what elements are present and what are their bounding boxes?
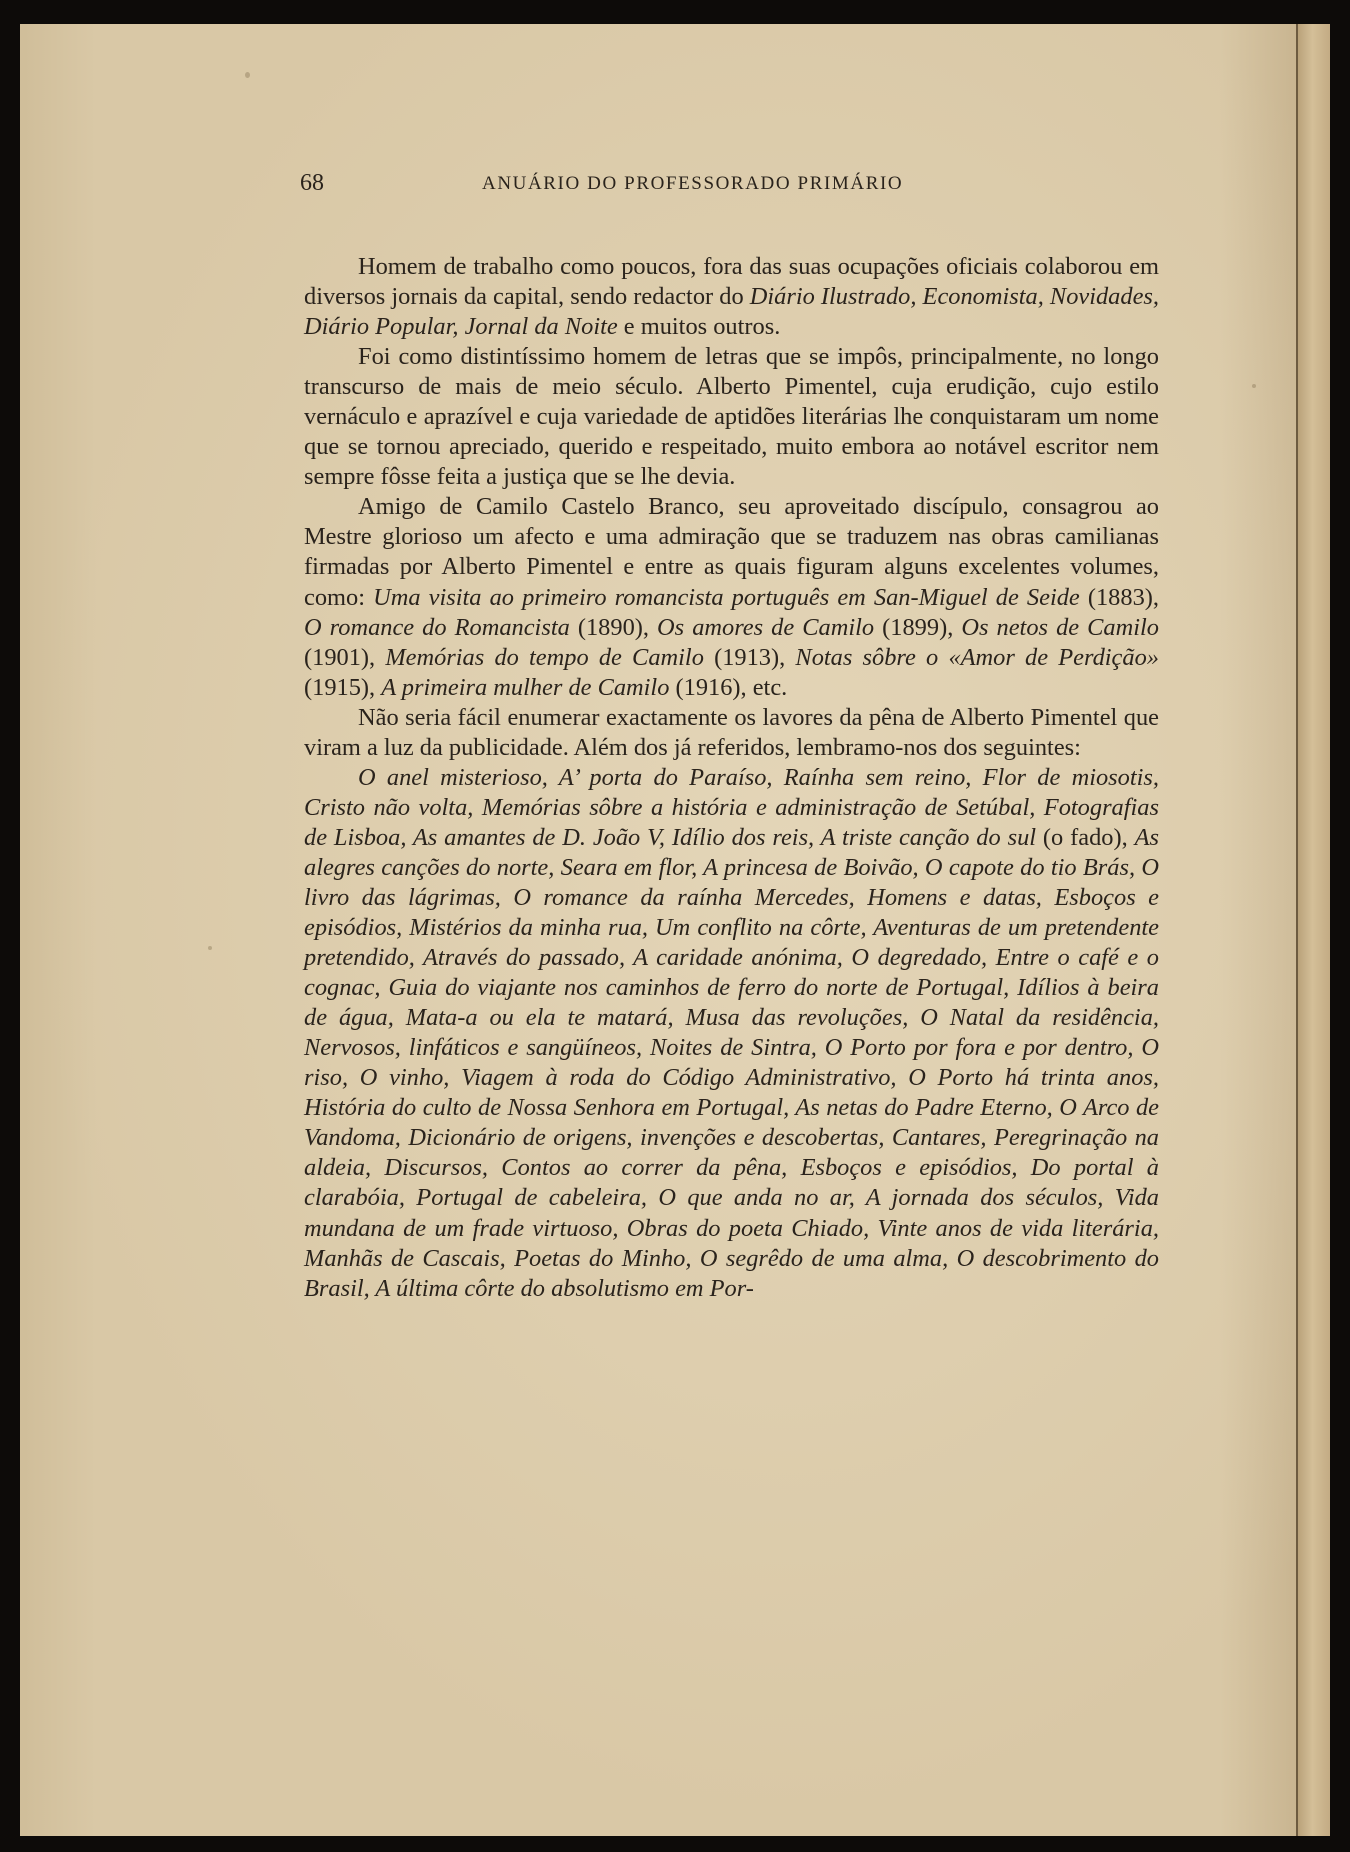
italic-title-text: Os netos de Camilo [961, 613, 1159, 641]
paper-stain [245, 72, 250, 78]
running-header [300, 170, 1180, 200]
paragraph-text: (1899), [874, 613, 962, 641]
body-text [304, 252, 1159, 1304]
paragraph [304, 252, 1159, 342]
italic-title-text: A primeira mulher de Camilo [381, 673, 670, 701]
running-title: ANUÁRIO DO PROFESSORADO PRIMÁRIO [482, 173, 904, 194]
paragraph [304, 492, 1159, 702]
paragraph-text: (o fado), [1036, 823, 1135, 851]
works-list-paragraph [304, 763, 1159, 1304]
paper-stain [1252, 384, 1256, 388]
italic-title-text: Diário Ilustrado, Economista, Novidades, Diário Popular, Jornal da Noite [304, 283, 1159, 341]
paragraph [304, 703, 1159, 763]
paragraph-text: Foi como distintíssimo homem de letras que se impôs, principalmente, no longo transcurso de mais de meio século. Alberto Pimentel, cuja erudição, cujo estilo vernáculo e aprazível e cuja variedade de aptidões literárias lhe conquistaram um nome que se tornou apreciado, querido e respeitado, muito embora ao notável escritor nem sempre fôsse feita a justiça que se lhe devia. [304, 343, 1159, 491]
paragraph-text: (1890), [569, 613, 658, 641]
italic-title-text: Os amores de Camilo [657, 613, 875, 641]
paragraph-text: (1915), [304, 673, 382, 701]
paragraph-text: Homem de trabalho como poucos, fora das suas ocupações oficiais colaborou em diversos jornais da capital, sendo redactor do [304, 253, 1159, 311]
italic-title-text: O anel misterioso, A’ porta do Paraíso, Raínha sem reino, Flor de miosotis, Cristo não volta, Memórias sôbre a história e administração de Setúbal, Fotografias de Lisboa, As amantes de D. João V, Idílio dos reis, A triste canção do sul [304, 763, 1159, 851]
paragraph-text: (1883), [1079, 583, 1159, 611]
paragraph-text: (1916), etc. [669, 673, 788, 701]
italic-title-text: Memórias do tempo de Camilo [385, 643, 704, 671]
paragraph-text: (1913), [703, 643, 796, 671]
italic-title-text: Uma visita ao primeiro romancista português em San-Miguel de Seide [373, 583, 1080, 611]
page-number: 68 [300, 170, 324, 196]
adjacent-page-edge [1296, 24, 1330, 1836]
paragraph-text: Não seria fácil enumerar exactamente os lavores da pêna de Alberto Pimentel que viram a luz da publicidade. Além dos já referidos, lembramo-nos dos seguintes: [304, 703, 1159, 761]
paragraph-text: Amigo de Camilo Castelo Branco, seu aproveitado discípulo, consagrou ao Mestre glorioso um afecto e uma admiração que se traduzem nas obras camilianas firmadas por Alberto Pimentel e entre as quais figuram alguns excelentes volumes, como: [304, 493, 1159, 611]
paragraph-text: e muitos outros. [617, 313, 781, 341]
paper-stain [208, 946, 212, 950]
italic-title-text: As alegres canções do norte, Seara em flor, A princesa de Boivão, O capote do tio Brás, O livro das lágrimas, O romance da raínha Mercedes, Homens e datas, Esboços e episódios, Mistérios da minha rua, Um conflito na côrte, Aventuras de um pretendente pretendido, Através do passado, A caridade anónima, O degredado, Entre o café e o cognac, Guia do viajante nos caminhos de ferro do norte de Portugal, Idílios à beira de água, Mata-a ou ela te matará, Musa das revoluções, O Natal da residência, Nervosos, linfáticos e sangüíneos, Noites de Sintra, O Porto por fora e por dentro, O riso, O vinho, Viagem à roda do Código Administrativo, O Porto há trinta anos, História do culto de Nossa Senhora em Portugal, As netas do Padre Eterno, O Arco de Vandoma, Dicionário de origens, invenções e descobertas, Cantares, Peregrinação na aldeia, Discursos, Contos ao correr da pêna, Esboços e episódios, Do portal à clarabóia, Portugal de cabeleira, O que anda no ar, A jornada dos séculos, Vida mundana de um frade virtuoso, Obras do poeta Chiado, Vinte anos de vida literária, Manhãs de Cascais, Poetas do Minho, O segrêdo de uma alma, O descobrimento do Brasil, A última côrte do absolutismo em Por- [304, 823, 1159, 1302]
paragraph-text: (1901), [304, 643, 386, 671]
italic-title-text: O romance do Romancista [304, 613, 570, 641]
italic-title-text: Notas sôbre o «Amor de Perdição» [795, 643, 1159, 671]
paragraph [304, 342, 1159, 492]
